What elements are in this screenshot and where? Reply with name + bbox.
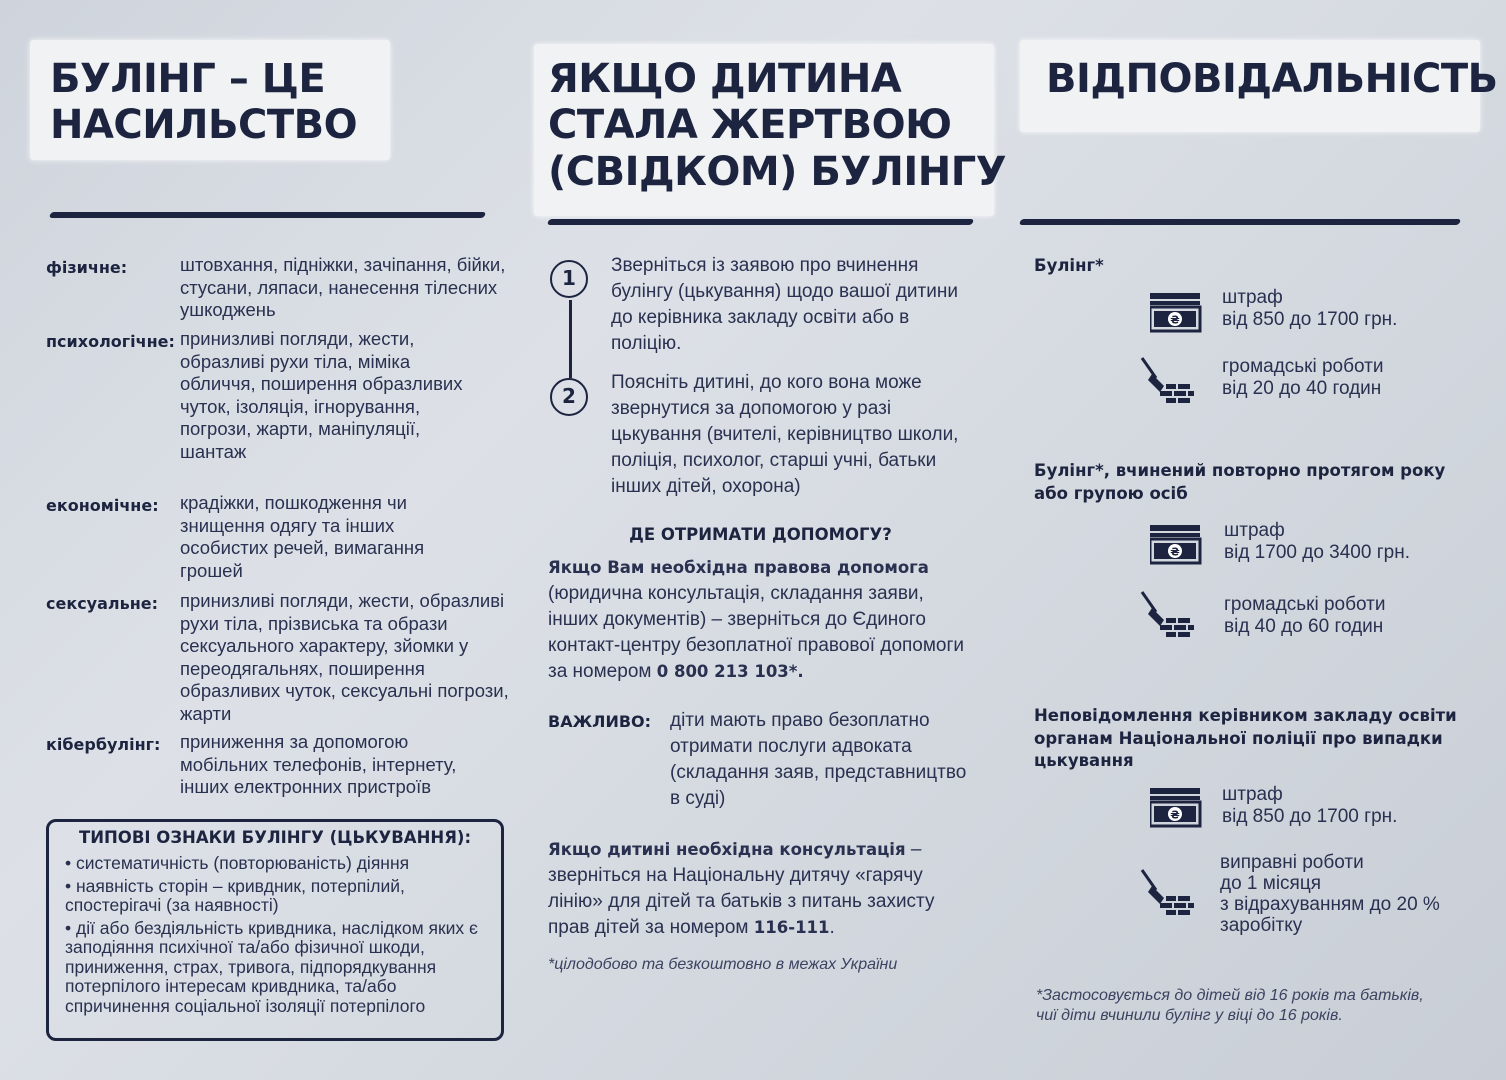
type-desc-psychological: принизливі погляди, жести, образливі рухи тіла, міміка обличчя, поширення образливих чуток, ізоляція, ігнорування, погрози, жарти, маніпуляції, шантаж xyxy=(180,328,463,462)
penalty-line: від 20 до 40 годин xyxy=(1222,378,1382,399)
col2-title xyxy=(548,56,1006,195)
footnote-line: чиї діти вчинили булінг у віці до 16 років. xyxy=(1036,1007,1343,1024)
col2-title-line2: СТАЛА ЖЕРТВОЮ xyxy=(548,102,952,149)
section-1-heading: Булінг* xyxy=(1034,256,1104,275)
step-connector xyxy=(569,300,572,378)
section-1-community xyxy=(1222,356,1383,400)
consultation-end: . xyxy=(829,917,835,938)
section-3-corrective xyxy=(1220,852,1440,936)
money-icon xyxy=(1150,525,1202,565)
consultation-bold: Якщо дитині необхідна консультація xyxy=(548,840,906,859)
col2-title-line3: (СВІДКОМ) БУЛІНГУ xyxy=(548,148,1007,195)
help-heading: ДЕ ОТРИМАТИ ДОПОМОГУ? xyxy=(629,525,892,544)
sign-item: • систематичність (повторюваність) діяння xyxy=(65,853,410,873)
type-term-cyberbullying: кібербулінг: xyxy=(46,735,161,754)
shovel-bricks-icon xyxy=(1138,590,1198,640)
step-2-text: Поясніть дитині, до кого вона може звернутися за допомогою у разі цькування (вчителі, керівництво школи, поліція, психолог, старші учні, батьки інших дітей, охорона) xyxy=(611,372,959,497)
consultation-paragraph xyxy=(548,837,978,941)
section-1-fine xyxy=(1222,287,1397,331)
penalty-line: виправні роботи xyxy=(1220,852,1364,873)
signs-title: ТИПОВІ ОЗНАКИ БУЛІНГУ (ЦЬКУВАННЯ): xyxy=(78,828,472,847)
type-desc-sexual: принизливі погляди, жести, образливі рухи тіла, прізвиська та образи сексуального характеру, зйомки у переодягальнях, поширення образливих чуток, сексуальні погрози, жарти xyxy=(180,590,509,724)
important-text: діти мають право безоплатно отримати послуги адвоката (складання заяв, представництво в суді) xyxy=(670,710,967,809)
legal-help-number: 0 800 213 103*. xyxy=(656,662,804,681)
step-1-text: Зверніться із заявою про вчинення булінгу (цькування) щодо вашої дитини до керівника закладу освіти або в поліцію. xyxy=(611,255,958,354)
penalty-line: з відрахуванням до 20 % xyxy=(1220,894,1440,915)
shovel-bricks-icon xyxy=(1138,868,1198,918)
type-desc-cyberbullying: приниження за допомогою мобільних телефонів, інтернету, інших електронних пристроїв xyxy=(180,731,457,797)
signs-box xyxy=(46,819,504,1041)
money-icon xyxy=(1150,788,1202,828)
penalty-line: від 1700 до 3400 грн. xyxy=(1224,542,1410,563)
penalty-line: до 1 місяця xyxy=(1220,873,1322,894)
sign-item: • дії або бездіяльність кривдника, наслідком яких є заподіяння психічної та/або фізичної шкоди, приниження, страх, тривога, підпорядкування потерпілого інтересам кривдника, та/або спричинення соціальної ізоляції потерпілого xyxy=(65,917,478,1016)
legal-help-text: (юридична консультація, складання заяви, інших документів) – зверніться до Єдиного контакт-центру безоплатної правової допомоги за номером xyxy=(548,583,965,682)
brush-divider-2 xyxy=(547,219,974,225)
step-1-badge: 1 xyxy=(550,260,588,298)
consultation-text: – зверніться на Національну дитячу «гарячу лінію» для дітей та батьків з питань захисту прав дітей за номером xyxy=(548,839,935,938)
penalty-line: штраф xyxy=(1222,287,1283,308)
sign-item: • наявність сторін – кривдник, потерпілий, спостерігачі (за наявності) xyxy=(65,875,405,915)
legal-help-bold: Якщо Вам необхідна правова допомога xyxy=(548,558,929,577)
col1-title-line1: БУЛІНГ – ЦЕ xyxy=(50,56,326,102)
section-2-heading: Булінг*, вчинений повторно протягом року або групою осіб xyxy=(1034,461,1446,503)
brush-divider-1 xyxy=(49,212,486,218)
money-icon xyxy=(1150,293,1202,333)
penalty-line: штраф xyxy=(1224,520,1285,541)
type-desc-physical: штовхання, підніжки, зачіпання, бійки, стусани, ляпаси, нанесення тілесних ушкоджень xyxy=(180,254,506,320)
step-2-badge: 2 xyxy=(550,378,588,416)
section-3-heading: Неповідомлення керівником закладу освіти органам Національної поліції про випадки цькування xyxy=(1034,706,1457,770)
footnote-line: *Застосовується до дітей від 16 років та батьків, xyxy=(1036,987,1424,1004)
penalty-line: заробітку xyxy=(1220,915,1303,936)
type-term-physical: фізичне: xyxy=(46,258,128,277)
penalty-line: громадські роботи xyxy=(1224,594,1386,615)
col1-title xyxy=(50,56,357,149)
legal-help-paragraph xyxy=(548,555,978,685)
signs-list xyxy=(65,854,491,1019)
col3-footnote xyxy=(1036,986,1424,1026)
consultation-number: 116-111 xyxy=(753,918,830,937)
type-term-psychological: психологічне: xyxy=(46,332,175,351)
col3-title: ВІДПОВІДАЛЬНІСТЬ xyxy=(1046,56,1498,102)
type-desc-economic: крадіжки, пошкодження чи знищення одягу та інших особистих речей, вимагання грошей xyxy=(180,492,425,581)
col2-footnote: *цілодобово та безкоштовно в межах України xyxy=(548,956,898,973)
penalty-line: від 850 до 1700 грн. xyxy=(1222,309,1398,330)
type-term-economic: економічне: xyxy=(46,496,159,515)
section-3-fine xyxy=(1222,784,1397,828)
type-term-sexual: сексуальне: xyxy=(46,594,159,613)
brush-divider-3 xyxy=(1019,219,1461,225)
shovel-bricks-icon xyxy=(1138,356,1198,406)
section-2-community xyxy=(1224,594,1385,638)
important-label: ВАЖЛИВО: xyxy=(548,712,652,731)
penalty-line: громадські роботи xyxy=(1222,356,1384,377)
penalty-line: від 40 до 60 годин xyxy=(1224,616,1384,637)
penalty-line: від 850 до 1700 грн. xyxy=(1222,806,1398,827)
col2-title-line1: ЯКЩО ДИТИНА xyxy=(548,56,902,102)
col1-title-line2: НАСИЛЬСТВО xyxy=(50,102,358,149)
section-2-fine xyxy=(1224,520,1410,564)
penalty-line: штраф xyxy=(1222,784,1283,805)
